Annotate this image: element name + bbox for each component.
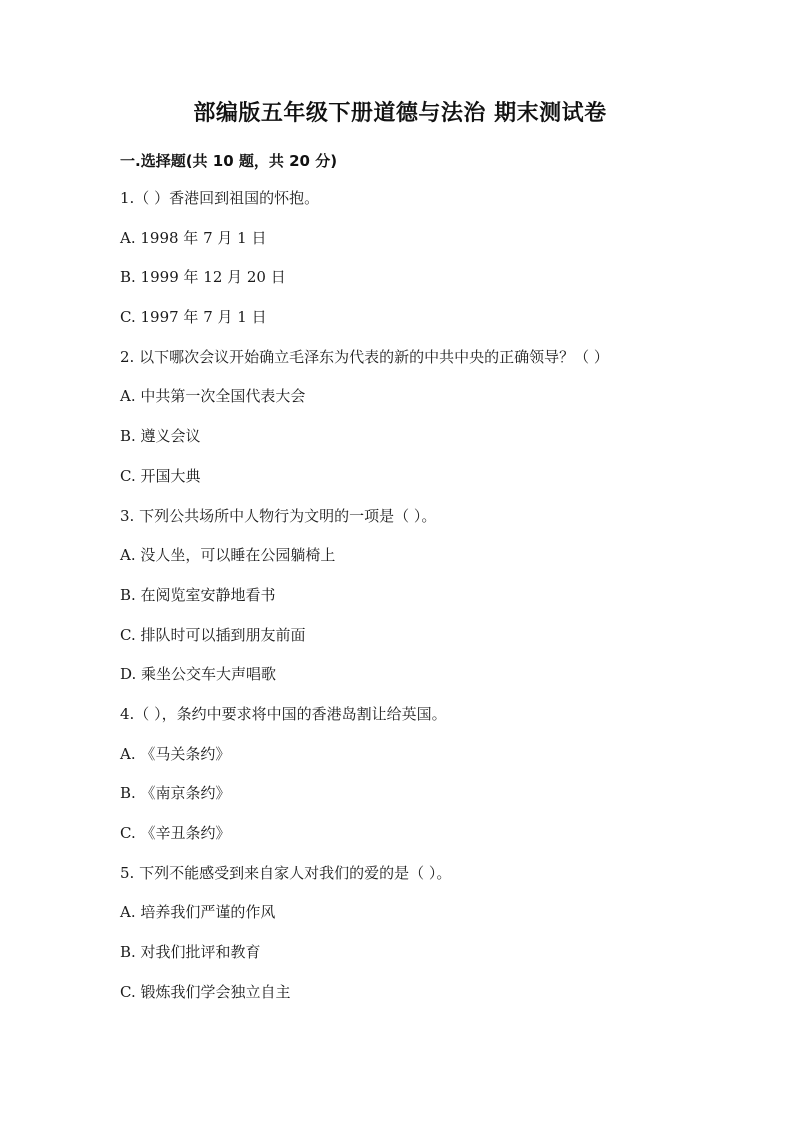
answer-option: A. 培养我们严谨的作风 xyxy=(120,903,276,922)
answer-option: C. 锻炼我们学会独立自主 xyxy=(120,982,291,1001)
answer-option: C. 排队时可以插到朋友前面 xyxy=(120,625,306,644)
page-title: 部编版五年级下册道德与法治 期末测试卷 xyxy=(193,101,607,126)
answer-option: B. 《南京条约》 xyxy=(120,784,231,803)
answer-option: B. 在阅览室安静地看书 xyxy=(120,585,276,604)
answer-option: A. 没人坐，可以睡在公园躺椅上 xyxy=(120,546,336,565)
answer-option: D. 乘坐公交车大声唱歌 xyxy=(120,665,277,684)
question-stem: 3. 下列公共场所中人物行为文明的一项是（ ）。 xyxy=(120,506,437,525)
question-stem: 2. 以下哪次会议开始确立毛泽东为代表的新的中共中央的正确领导？（ ） xyxy=(120,347,609,366)
answer-option: A. 《马关条约》 xyxy=(120,744,231,763)
answer-option: B. 对我们批评和教育 xyxy=(120,943,261,962)
answer-option: B. 遵义会议 xyxy=(120,427,201,446)
answer-option: C. 1997 年 7 月 1 日 xyxy=(120,308,267,327)
answer-option: B. 1999 年 12 月 20 日 xyxy=(120,268,286,287)
question-list xyxy=(120,186,700,1019)
answer-option: A. 中共第一次全国代表大会 xyxy=(120,387,306,406)
question-stem: 4.（ ），条约中要求将中国的香港岛割让给英国。 xyxy=(120,704,447,723)
question-stem: 5. 下列不能感受到来自家人对我们的爱的是（ ）。 xyxy=(120,863,452,882)
answer-option: C. 《辛丑条约》 xyxy=(120,824,231,842)
section-heading: 一.选择题(共 10 题，共 20 分) xyxy=(120,152,338,170)
question-stem: 1.（ ）香港回到祖国的怀抱。 xyxy=(120,189,320,207)
answer-option: C. 开国大典 xyxy=(120,466,201,485)
answer-option: A. 1998 年 7 月 1 日 xyxy=(120,228,267,247)
